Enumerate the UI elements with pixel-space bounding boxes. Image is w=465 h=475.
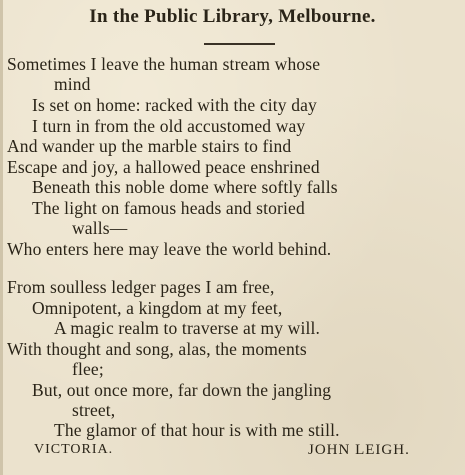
poem-line: The glamor of that hour is with me still. — [54, 420, 340, 440]
byline-place: VICTORIA. — [34, 442, 114, 457]
poem-line: But, out once more, far down the jangling — [32, 380, 332, 400]
poem-line: The light on famous heads and storied — [32, 198, 305, 218]
poem-line: Who enters here may leave the world behind. — [7, 239, 332, 259]
poem-line: flee; — [72, 359, 104, 379]
poem-line: Sometimes I leave the human stream whose — [7, 54, 321, 74]
poem-line: mind — [54, 74, 91, 94]
poem-line: Escape and joy, a hallowed peace enshrined — [7, 157, 320, 177]
poem-line: I turn in from the old accustomed way — [32, 116, 306, 136]
poem-line: Beneath this noble dome where softly falls — [32, 177, 338, 197]
title-divider — [204, 43, 275, 45]
poem-line: With thought and song, alas, the moments — [7, 339, 307, 359]
poem-line: street, — [72, 400, 116, 420]
poem-line: walls— — [72, 218, 128, 238]
poem-line: And wander up the marble stairs to find — [7, 136, 292, 156]
column-rule — [0, 0, 3, 475]
byline-author: JOHN LEIGH. — [308, 442, 410, 458]
poem-line: Omnipotent, a kingdom at my feet, — [32, 298, 283, 318]
poem-title: In the Public Library, Melbourne. — [89, 6, 376, 27]
poem-line: A magic realm to traverse at my will. — [54, 318, 321, 338]
poem-line: From soulless ledger pages I am free, — [7, 277, 275, 297]
poem-line: Is set on home: racked with the city day — [32, 95, 317, 115]
